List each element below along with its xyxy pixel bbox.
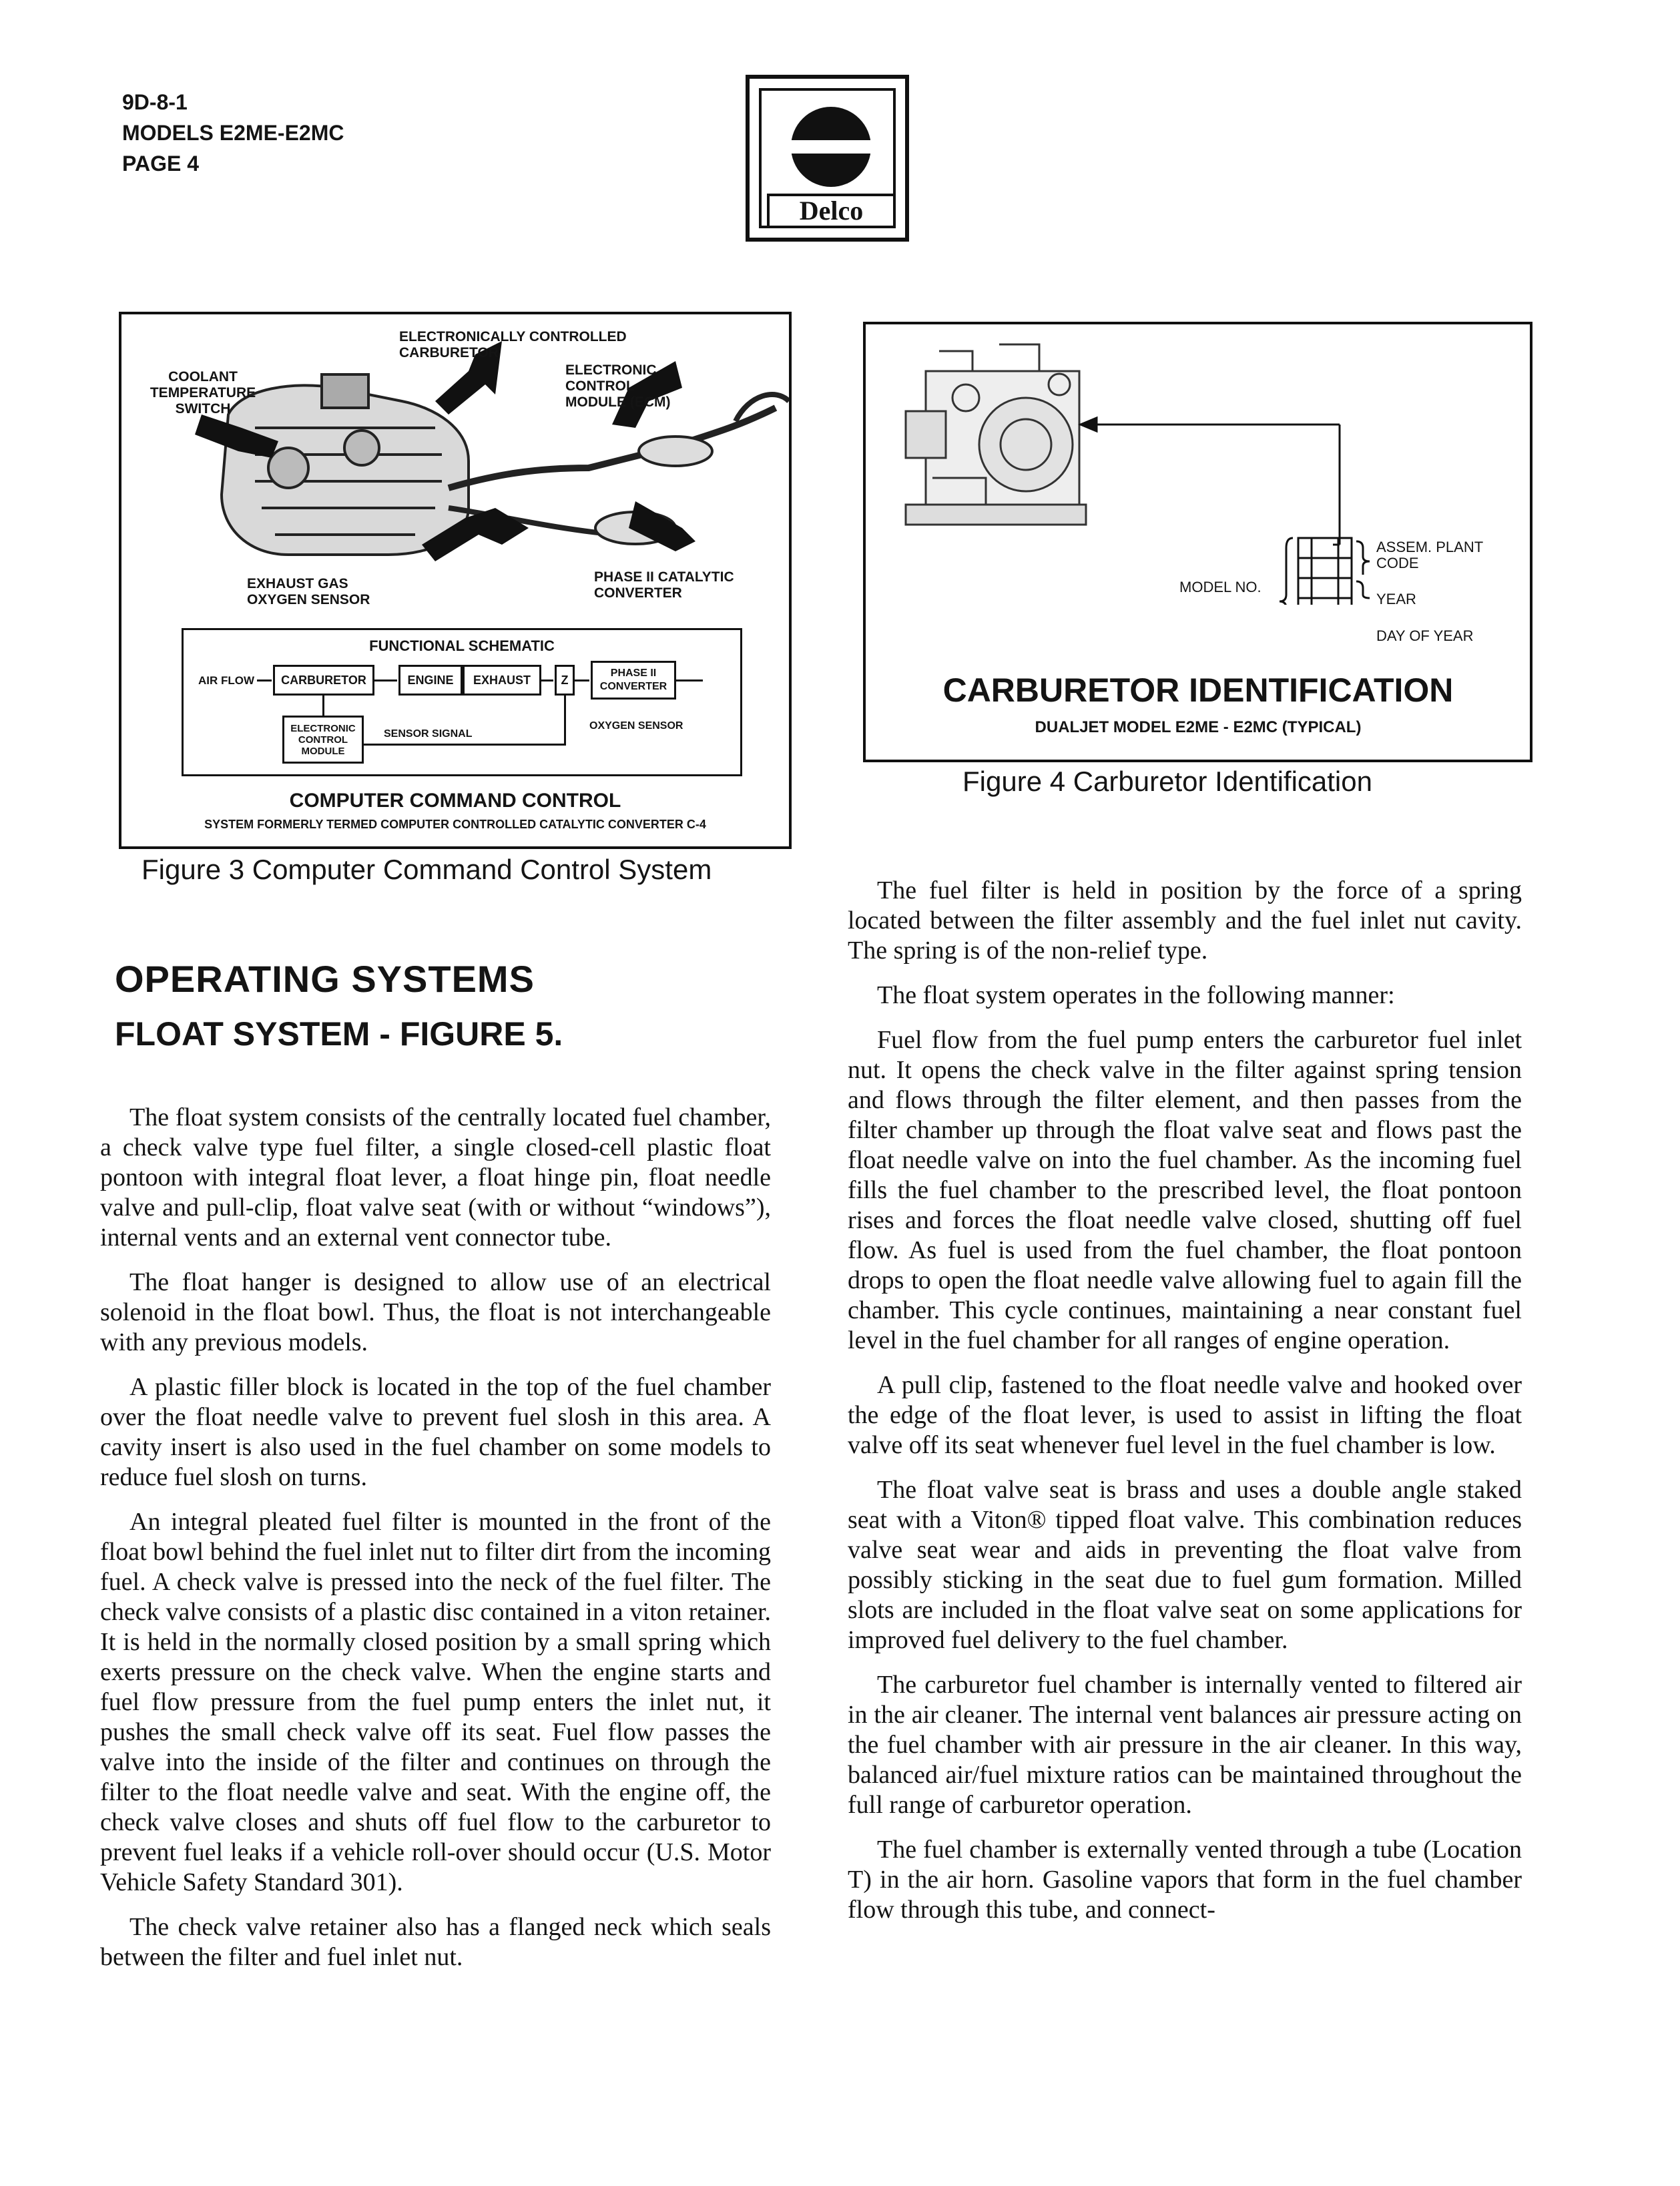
phase2-box: PHASE II CONVERTER — [591, 661, 676, 700]
year-label: YEAR — [1376, 591, 1416, 607]
paragraph: The fuel filter is held in position by the force of a spring located between the filter assembly and the fuel inlet nut cavity. The spring is of the non-relief type. — [848, 876, 1522, 965]
air-flow-label: AIR FLOW — [198, 674, 255, 687]
figure-4-title: CARBURETOR IDENTIFICATION — [942, 671, 1454, 709]
z-box: Z — [555, 665, 575, 696]
sensor-signal-label: SENSOR SIGNAL — [384, 728, 473, 740]
left-column-text — [100, 1103, 771, 1987]
figure-3-subtitle: SYSTEM FORMERLY TERMED COMPUTER CONTROLLED CATALYTIC CONVERTER C-4 — [204, 818, 706, 831]
figure-4-caption: Figure 4 Carburetor Identification — [962, 766, 1372, 797]
figure-4-frame — [863, 322, 1532, 762]
paragraph: A plastic filler block is located in the top of the fuel chamber over the float needle valve to prevent fuel slosh in this area. A cavity insert is also used in the fuel chamber on some models to reduce fuel slosh on turns. — [100, 1373, 771, 1491]
day-of-year-label: DAY OF YEAR — [1376, 627, 1474, 644]
figure-3-frame — [119, 312, 792, 849]
paragraph: The check valve retainer also has a flanged neck which seals between the filter and fuel inlet nut. — [100, 1913, 771, 1971]
right-column-text — [848, 876, 1522, 1940]
paragraph: The float system operates in the following manner: — [877, 981, 1395, 1009]
paragraph: An integral pleated fuel filter is mounted in the front of the float bowl behind the fuel inlet nut to filter dirt from the incoming fuel. A check valve is pressed into the neck of the fuel filter. The check valve consists of a plastic disc contained in a viton retainer. It is held in the normally closed position by a small spring which exerts pressure on the check valve. When the engine starts and fuel flow pressure from the fuel pump enters the inlet nut, it pushes the small check valve off its seat. Fuel flow passes the valve into the inside of the filter and continues on through the filter to the float needle valve and seat. With the engine off, the check valve closes and shuts off fuel flow to the carburetor to prevent fuel leaks if a vehicle roll-over should occur (U.S. Motor Vehicle Safety Standard 301). — [100, 1508, 771, 1896]
functional-schematic — [182, 628, 742, 776]
figure-3-caption: Figure 3 Computer Command Control System — [142, 854, 712, 885]
exhaust-sensor-label: EXHAUST GAS OXYGEN SENSOR — [247, 576, 370, 607]
ecm-label: ELECTRONIC CONTROL MODULE (ECM) — [565, 362, 671, 410]
oxygen-sensor-label: OXYGEN SENSOR — [589, 720, 683, 732]
model-no-label: MODEL NO. — [1179, 579, 1262, 595]
operating-systems-heading: OPERATING SYSTEMS — [115, 958, 535, 1000]
paragraph: The carburetor fuel chamber is internally vented to filtered air in the air cleaner. The internal vent balances air pressure acting on the fuel chamber with air pressure in the air cleaner. In this way, balanced air/fuel mixture ratios can be maintained throughout the full range of carburetor operation. — [848, 1671, 1522, 1819]
carburetor-box: CARBURETOR — [273, 665, 374, 696]
paragraph: A pull clip, fastened to the float needle valve and hooked over the edge of the float lever, is used to assist in lifting the float valve off its seat whenever fuel level in the fuel chamber is low. — [848, 1371, 1522, 1459]
models-line: MODELS E2ME-E2MC — [122, 121, 344, 145]
paragraph: The fuel chamber is externally vented through a tube (Location T) in the air horn. Gasoline vapors that form in the fuel chamber flow through this tube, and connect- — [848, 1836, 1522, 1924]
figure-4-subtitle: DUALJET MODEL E2ME - E2MC (TYPICAL) — [1035, 718, 1362, 736]
converter-label: PHASE II CATALYTIC CONVERTER — [594, 569, 734, 601]
section-number: 9D-8-1 — [122, 90, 188, 114]
paragraph: The float system consists of the centrally located fuel chamber, a check valve type fuel filter, a single closed-cell plastic float pontoon with integral float lever, a float hinge pin, float needle valve and pull-clip, float valve seat (with or without “windows”), internal vents and an external vent connector tube. — [100, 1103, 771, 1252]
exhaust-box: EXHAUST — [463, 665, 541, 696]
ecc-label: ELECTRONICALLY CONTROLLED CARBURETOR — [399, 329, 627, 360]
figure-3-title: COMPUTER COMMAND CONTROL — [289, 790, 621, 812]
assem-plant-code-label: ASSEM. PLANT CODE — [1376, 539, 1483, 571]
paragraph: The float hanger is designed to allow use of an electrical solenoid in the float bowl. Thus, the float is not interchangeable with any previous models. — [100, 1268, 771, 1356]
float-system-heading: FLOAT SYSTEM - FIGURE 5. — [115, 1015, 563, 1053]
page-number: PAGE 4 — [122, 152, 199, 176]
ecm-box: ELECTRONIC CONTROL MODULE — [282, 716, 364, 764]
delco-logo — [746, 75, 909, 242]
page-header — [122, 87, 344, 179]
coolant-switch-label: COOLANT TEMPERATURE SWITCH — [150, 369, 256, 417]
paragraph: The float valve seat is brass and uses a double angle staked seat with a Viton® tipped float valve. This combination reduces valve seat wear and aids in preventing the float valve from possibly sticking in the seat due to fuel gum formation. Milled slots are included in the float valve seat on some applications for improved fuel delivery to the fuel chamber. — [848, 1476, 1522, 1654]
engine-box: ENGINE — [398, 665, 463, 696]
paragraph: Fuel flow from the fuel pump enters the carburetor fuel inlet nut. It opens the check valve in the filter against spring tension and flows through the filter element, and then passes from the filter chamber up through the float valve seat and flows past the float needle valve on into the fuel chamber. As the incoming fuel fills the fuel chamber to the prescribed level, the float pontoon rises and forces the float needle valve closed, shutting off fuel flow. As fuel is used from the fuel chamber, the float pontoon drops to open the float needle valve allowing fuel to again fill the chamber. This cycle continues, maintaining a near constant fuel level in the fuel chamber for all ranges of engine operation. — [848, 1026, 1522, 1354]
logo-text: Delco — [799, 196, 864, 226]
schematic-title: FUNCTIONAL SCHEMATIC — [369, 637, 555, 654]
